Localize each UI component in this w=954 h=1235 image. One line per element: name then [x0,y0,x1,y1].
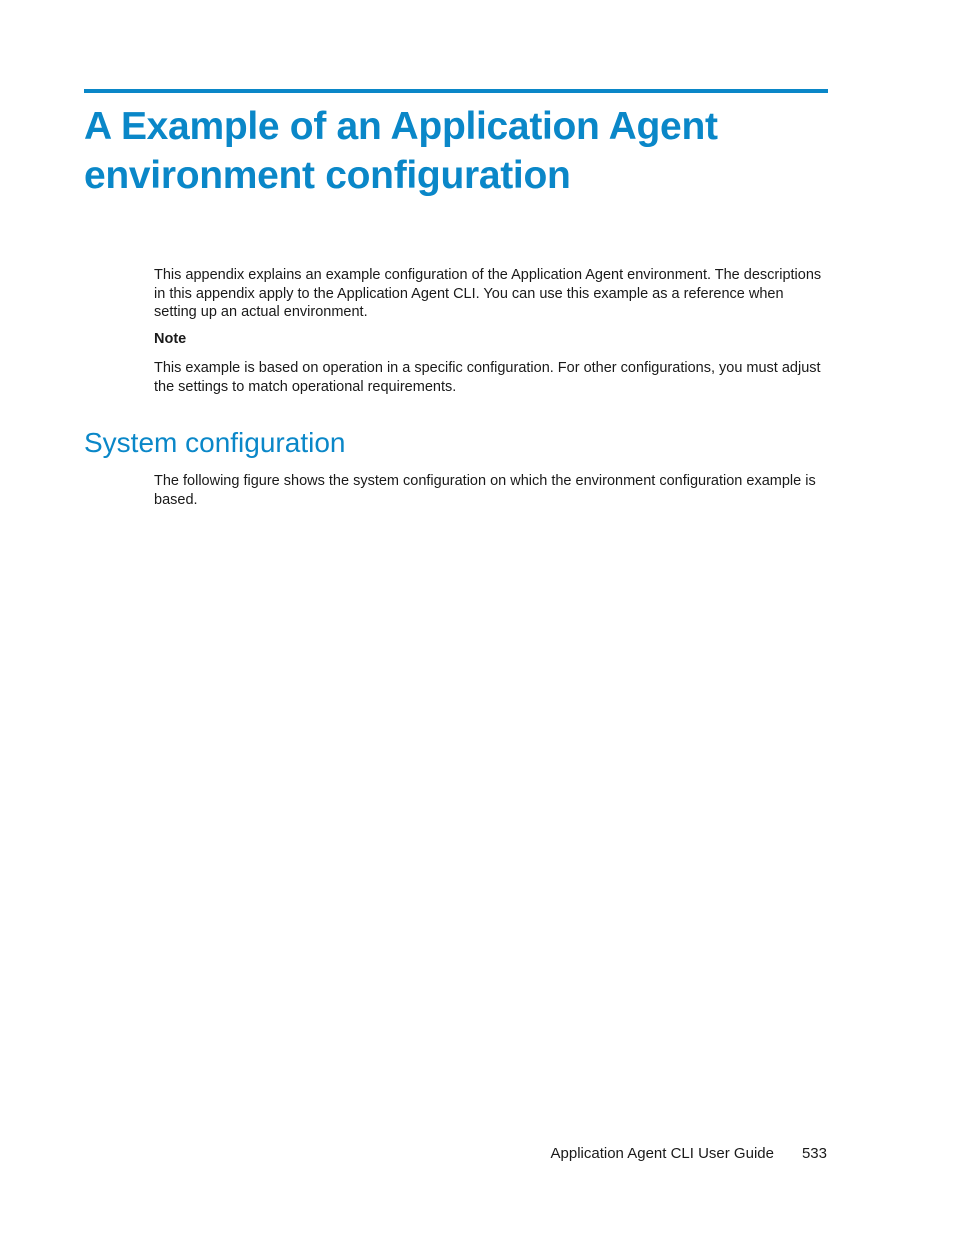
chapter-title-line-2: environment configuration [84,154,571,197]
section-paragraph: The following figure shows the system configuration on which the environment configuration example is based. [154,473,816,508]
note-text: This example is based on operation in a specific configuration. For other configurations, you must adjust the settings to match operational requirements. [154,360,821,395]
intro-paragraph: This appendix explains an example configuration of the Application Agent environment. The descriptions in this appendix apply to the Application Agent CLI. You can use this example as a reference when setting up an actual environment. [154,267,822,320]
section-heading: System configuration [84,427,346,458]
footer-page-number: 533 [801,1145,827,1162]
chapter-top-rule [84,89,828,93]
footer-guide-title: Application Agent CLI User Guide [550,1145,774,1162]
page-footer [551,1144,828,1163]
chapter-title [84,102,828,200]
note-label: Note [154,331,187,347]
chapter-title-line-1: A Example of an Application Agent [84,105,718,148]
